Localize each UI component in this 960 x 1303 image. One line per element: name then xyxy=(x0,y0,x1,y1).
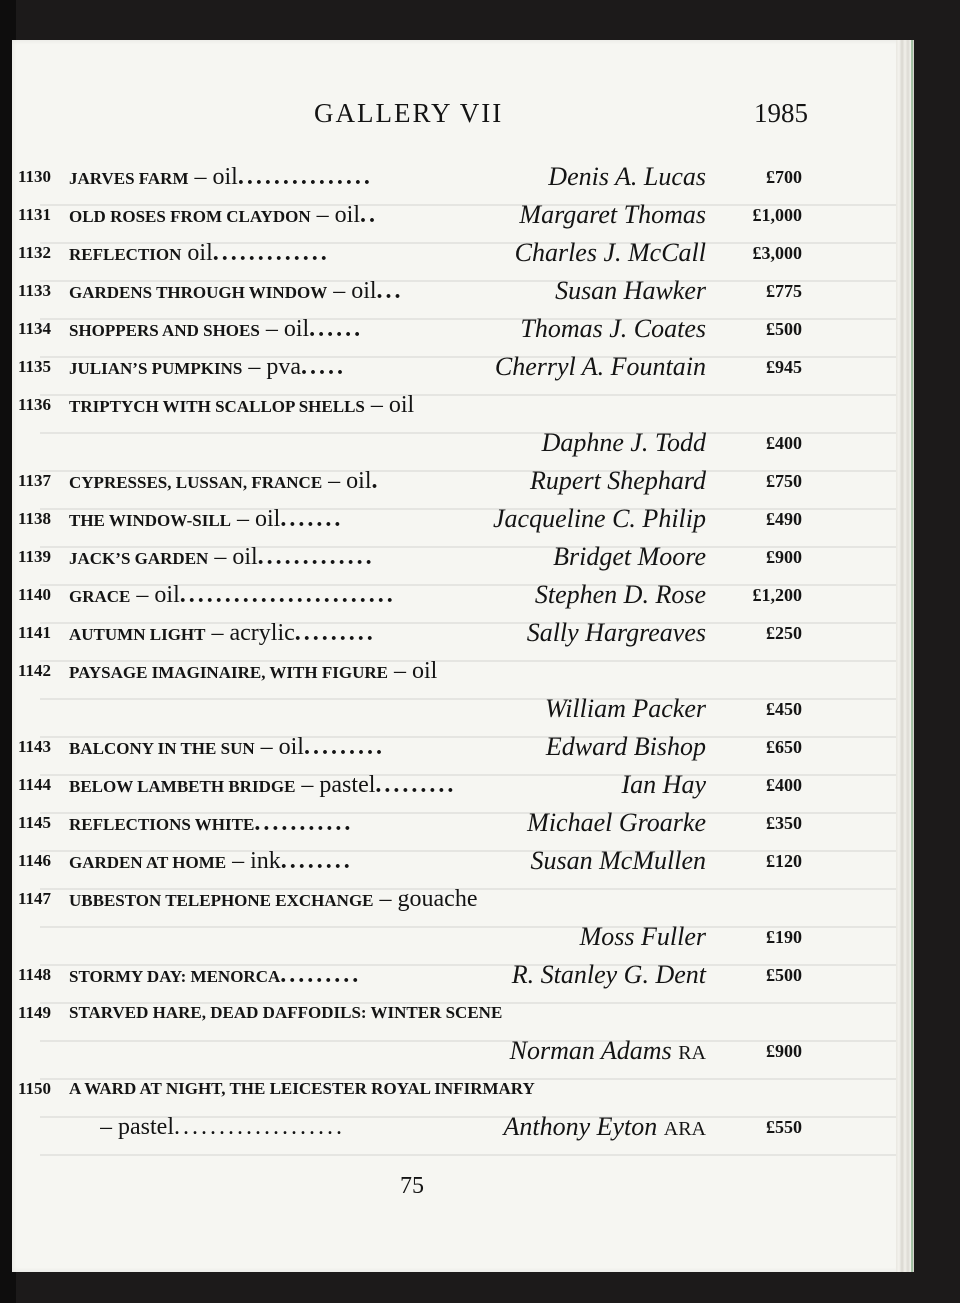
entry-separator: – xyxy=(310,202,335,228)
artist-name: Anthony Eyton xyxy=(503,1112,658,1141)
entry-number: 1137 xyxy=(18,471,52,490)
entry-price: £1,000 xyxy=(752,205,802,225)
entry-title-line xyxy=(69,158,373,196)
page-number: 75 xyxy=(400,1173,424,1199)
leader-dots: ................... xyxy=(173,1114,345,1140)
leader-dots: ........................ xyxy=(179,582,396,608)
entry-number: 1150 xyxy=(18,1079,52,1098)
entry-title-line xyxy=(69,348,346,386)
entry-medium: oil xyxy=(255,506,281,532)
entry-separator: – xyxy=(130,582,155,608)
entry-price: £400 xyxy=(766,775,802,795)
entry-separator: – xyxy=(373,886,398,912)
entry-medium: oil xyxy=(351,278,377,304)
entry-title: OLD ROSES FROM CLAYDON xyxy=(69,207,311,226)
entry-title: GRACE xyxy=(69,587,131,606)
entry-medium: gouache xyxy=(397,886,478,912)
page-header xyxy=(12,98,902,138)
entry-title: JULIAN’S PUMPKINS xyxy=(69,359,243,378)
entry-price: £775 xyxy=(766,281,802,301)
entry-number: 1135 xyxy=(18,357,52,376)
entry-number: 1132 xyxy=(18,243,52,262)
leader-dots: ............... xyxy=(237,164,373,190)
entry-title: SHOPPERS AND SHOES xyxy=(69,321,260,340)
catalogue-entry xyxy=(12,386,902,424)
entry-separator: – xyxy=(259,316,284,342)
entry-medium: – pastel xyxy=(100,1114,174,1140)
entry-title-line xyxy=(69,614,376,652)
leader-dots: . xyxy=(371,468,381,494)
entry-separator: – xyxy=(387,658,412,684)
entry-artist: Moss Fuller xyxy=(579,922,706,951)
entry-price: £900 xyxy=(766,547,802,567)
catalogue-entry xyxy=(12,728,902,766)
entry-separator: – xyxy=(226,848,251,874)
catalogue-entry xyxy=(12,652,902,690)
entry-medium: oil xyxy=(212,164,238,190)
artist-honour: ARA xyxy=(663,1118,706,1140)
entry-title-line xyxy=(69,462,381,500)
entry-title-line xyxy=(69,500,343,538)
catalogue-entry xyxy=(12,614,902,652)
entry-separator: – xyxy=(254,734,279,760)
entry-medium: oil xyxy=(232,544,258,570)
leader-dots: ........ xyxy=(280,848,353,874)
entry-number: 1138 xyxy=(18,509,52,528)
entry-artist: Cherryl A. Fountain xyxy=(494,352,706,381)
entry-separator: – xyxy=(188,164,213,190)
entry-price: £450 xyxy=(766,699,802,719)
entry-medium: pva xyxy=(266,354,301,380)
entry-title-line xyxy=(69,842,353,880)
catalogue-entry-continuation xyxy=(12,1108,902,1146)
entry-medium: oil xyxy=(334,202,360,228)
entry-medium: oil xyxy=(411,658,438,684)
entry-number: 1136 xyxy=(18,395,52,414)
catalogue-page xyxy=(12,40,902,1272)
entry-separator: – xyxy=(327,278,352,304)
leader-dots: ............. xyxy=(257,544,375,570)
entry-artist: Denis A. Lucas xyxy=(548,162,706,191)
entry-artist: Margaret Thomas xyxy=(519,200,706,229)
entry-title: REFLECTION xyxy=(69,245,182,264)
entry-title: REFLECTIONS WHITE xyxy=(69,815,255,834)
entry-artist: Daphne J. Todd xyxy=(541,428,706,457)
entry-title: GARDENS THROUGH WINDOW xyxy=(69,283,328,302)
entry-price: £400 xyxy=(766,433,802,453)
entry-medium-line xyxy=(100,1108,345,1146)
catalogue-entry xyxy=(12,1070,902,1108)
leader-dots: ......... xyxy=(294,620,376,646)
entry-title: A WARD AT NIGHT, THE LEICESTER ROYAL INFIRMARY xyxy=(69,1079,535,1098)
entry-number: 1147 xyxy=(18,889,52,908)
entry-artist: Charles J. McCall xyxy=(514,238,706,267)
entry-title-line xyxy=(69,994,502,1032)
entry-price: £490 xyxy=(766,509,802,529)
entry-separator: – xyxy=(231,506,256,532)
artist-honour: RA xyxy=(678,1042,706,1064)
entry-number: 1145 xyxy=(18,813,52,832)
entry-title-line xyxy=(69,1070,535,1108)
entry-artist: Michael Groarke xyxy=(527,808,706,837)
entry-price: £3,000 xyxy=(752,243,802,263)
entry-artist xyxy=(510,1032,706,1070)
entry-medium: oil xyxy=(278,734,304,760)
entry-price: £750 xyxy=(766,471,802,491)
catalogue-entry xyxy=(12,804,902,842)
entry-price: £700 xyxy=(766,167,802,187)
entry-artist: Thomas J. Coates xyxy=(520,314,706,343)
catalogue-entry xyxy=(12,348,902,386)
entry-medium: oil xyxy=(187,240,213,266)
entry-separator: – xyxy=(242,354,267,380)
entry-artist: Edward Bishop xyxy=(545,732,706,761)
entry-artist: Ian Hay xyxy=(621,770,706,799)
entry-artist xyxy=(503,1108,706,1146)
entry-number: 1141 xyxy=(18,623,52,642)
entry-price: £350 xyxy=(766,813,802,833)
entry-price: £120 xyxy=(766,851,802,871)
entry-number: 1131 xyxy=(18,205,52,224)
catalogue-entry xyxy=(12,880,902,918)
entry-artist: Susan Hawker xyxy=(555,276,706,305)
entry-price: £550 xyxy=(766,1117,802,1137)
entry-artist: Jacqueline C. Philip xyxy=(492,504,706,533)
entry-title-line xyxy=(69,310,363,348)
catalogue-entries xyxy=(12,158,902,1146)
entry-title-line xyxy=(69,272,404,310)
entry-number: 1144 xyxy=(18,775,52,794)
entry-title: AUTUMN LIGHT xyxy=(69,625,206,644)
entry-title: THE WINDOW-SILL xyxy=(69,511,232,530)
catalogue-entry-continuation xyxy=(12,424,902,462)
leader-dots: ...... xyxy=(309,316,364,342)
entry-title-line xyxy=(69,728,385,766)
entry-title-line xyxy=(69,576,396,614)
entry-title: TRIPTYCH WITH SCALLOP SHELLS xyxy=(69,397,365,416)
catalogue-entry xyxy=(12,500,902,538)
catalogue-entry xyxy=(12,272,902,310)
entry-number: 1130 xyxy=(18,167,52,186)
catalogue-entry-continuation xyxy=(12,690,902,728)
entry-number: 1139 xyxy=(18,547,52,566)
leader-dots: ........... xyxy=(254,810,354,836)
entry-title-line xyxy=(69,652,437,690)
entry-separator: – xyxy=(364,392,389,418)
catalogue-entry xyxy=(12,462,902,500)
catalogue-entry-continuation xyxy=(12,1032,902,1070)
entry-number: 1148 xyxy=(18,965,52,984)
entry-number: 1140 xyxy=(18,585,52,604)
catalogue-entry xyxy=(12,842,902,880)
entry-price: £1,200 xyxy=(752,585,802,605)
gallery-title: GALLERY VII xyxy=(314,98,504,128)
entry-title: PAYSAGE IMAGINAIRE, WITH FIGURE xyxy=(69,663,388,682)
entry-price: £190 xyxy=(766,927,802,947)
catalogue-entry xyxy=(12,234,902,272)
entry-title: BELOW LAMBETH BRIDGE xyxy=(69,777,296,796)
entry-medium: pastel xyxy=(319,772,376,798)
entry-number: 1146 xyxy=(18,851,52,870)
entry-price: £250 xyxy=(766,623,802,643)
leader-dots: ............. xyxy=(212,240,330,266)
entry-number: 1133 xyxy=(18,281,52,300)
leader-dots: ......... xyxy=(303,734,385,760)
entry-medium: acrylic xyxy=(229,620,295,646)
catalogue-entry xyxy=(12,576,902,614)
leader-dots: .. xyxy=(360,202,378,228)
artist-name: Norman Adams xyxy=(509,1036,672,1065)
entry-number: 1143 xyxy=(18,737,52,756)
entry-title-line xyxy=(69,538,375,576)
entry-title-line xyxy=(69,804,353,842)
entry-title: GARDEN AT HOME xyxy=(69,853,227,872)
entry-medium: oil xyxy=(154,582,180,608)
entry-artist: R. Stanley G. Dent xyxy=(511,960,706,989)
catalogue-entry xyxy=(12,538,902,576)
page-edge-accent xyxy=(911,40,913,1272)
entry-price: £500 xyxy=(766,965,802,985)
entry-artist: William Packer xyxy=(544,694,706,723)
entry-artist: Susan McMullen xyxy=(530,846,706,875)
entry-price: £650 xyxy=(766,737,802,757)
leader-dots: ... xyxy=(376,278,404,304)
entry-title-line xyxy=(69,766,456,804)
entry-artist: Sally Hargreaves xyxy=(526,618,706,647)
leader-dots: ......... xyxy=(375,772,457,798)
catalogue-entry-continuation xyxy=(12,918,902,956)
entry-title: UBBESTON TELEPHONE EXCHANGE xyxy=(69,891,374,910)
catalogue-entry xyxy=(12,310,902,348)
entry-medium: oil xyxy=(283,316,310,342)
entry-artist: Rupert Shephard xyxy=(530,466,706,495)
entry-title-line xyxy=(69,956,361,994)
entry-price: £900 xyxy=(766,1041,802,1061)
entry-medium: oil xyxy=(346,468,372,494)
entry-number: 1134 xyxy=(18,319,52,338)
entry-title: BALCONY IN THE SUN xyxy=(69,739,255,758)
entry-separator: – xyxy=(295,772,320,798)
catalogue-entry xyxy=(12,196,902,234)
catalogue-entry xyxy=(12,956,902,994)
entry-artist: Bridget Moore xyxy=(553,542,706,571)
entry-price: £500 xyxy=(766,319,802,339)
leader-dots: ..... xyxy=(300,354,346,380)
entry-title: STORMY DAY: MENORCA xyxy=(69,967,281,986)
catalogue-entry xyxy=(12,994,902,1032)
entry-title-line xyxy=(69,234,330,272)
entry-number: 1142 xyxy=(18,661,52,680)
entry-number: 1149 xyxy=(18,1003,52,1022)
entry-price: £945 xyxy=(766,357,802,377)
catalogue-entry xyxy=(12,766,902,804)
entry-artist: Stephen D. Rose xyxy=(534,580,706,609)
entry-title: CYPRESSES, LUSSAN, FRANCE xyxy=(69,473,323,492)
leader-dots: ....... xyxy=(280,506,344,532)
entry-title: STARVED HARE, DEAD DAFFODILS: WINTER SCENE xyxy=(69,1003,503,1022)
entry-medium: ink xyxy=(250,848,281,874)
entry-title: JARVES FARM xyxy=(69,169,189,188)
entry-separator: – xyxy=(205,620,230,646)
entry-separator: – xyxy=(208,544,233,570)
catalogue-entry xyxy=(12,158,902,196)
leader-dots: ......... xyxy=(280,962,362,988)
entry-title: JACK’S GARDEN xyxy=(69,549,209,568)
entry-title-line xyxy=(69,386,414,424)
entry-title-line xyxy=(69,880,477,918)
catalogue-year: 1985 xyxy=(754,98,808,128)
entry-separator: – xyxy=(322,468,347,494)
entry-title-line xyxy=(69,196,378,234)
entry-medium: oil xyxy=(388,392,415,418)
